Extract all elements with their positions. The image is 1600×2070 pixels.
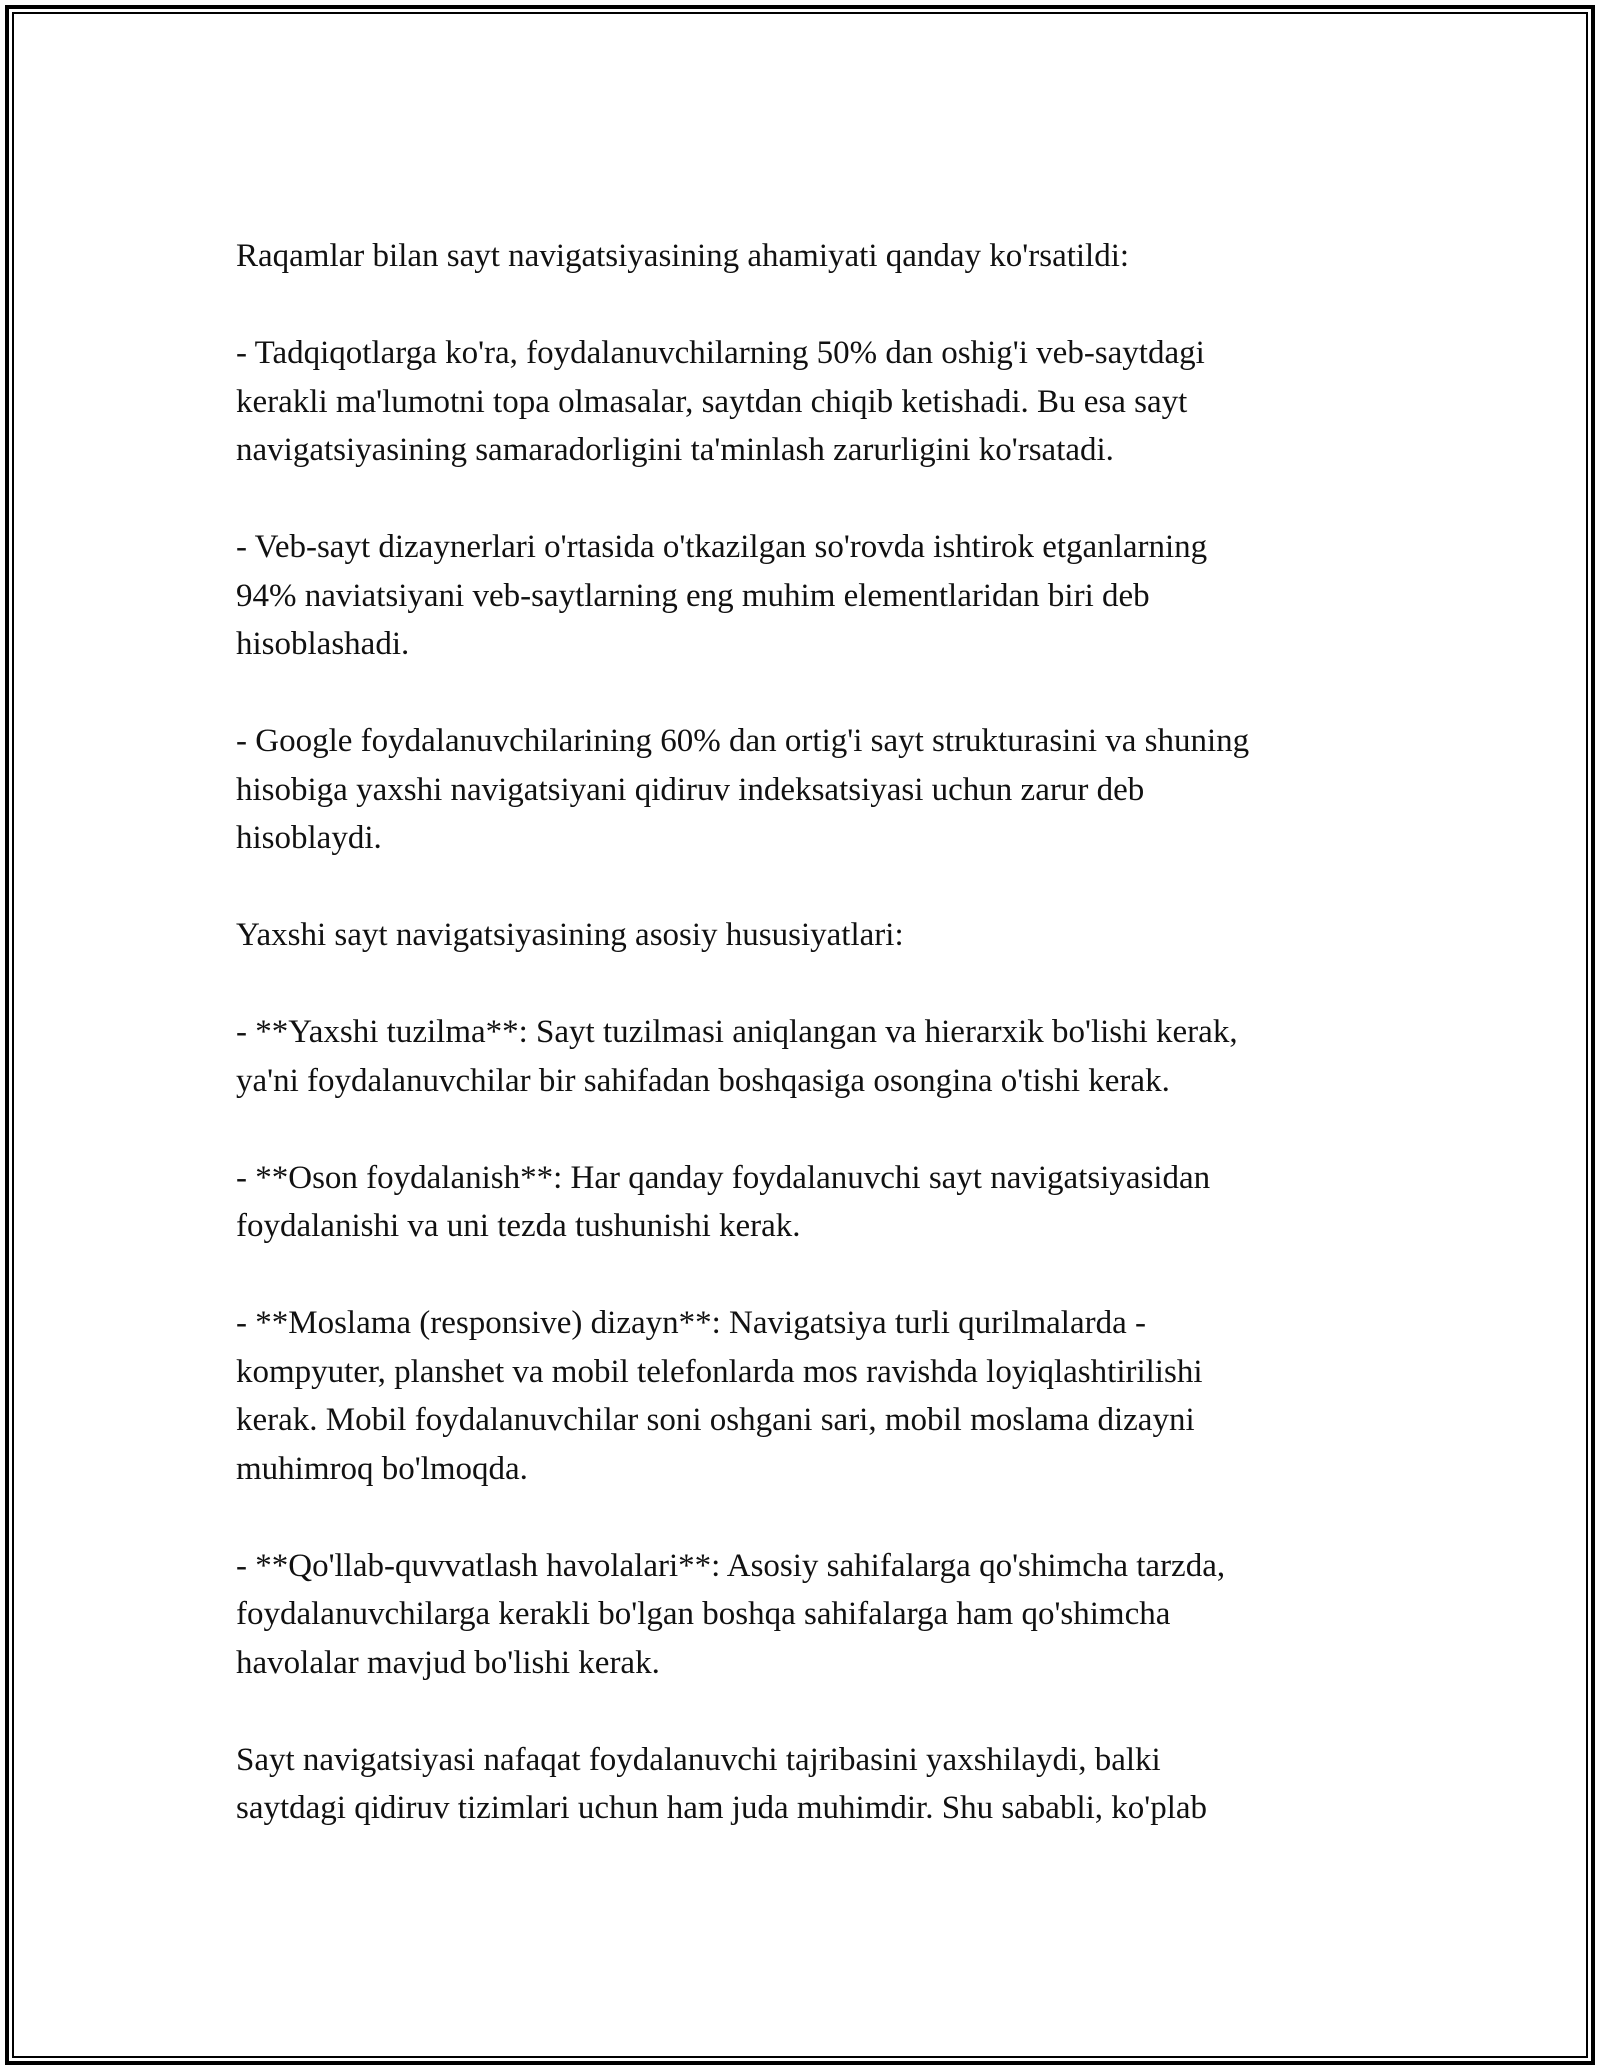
paragraph-features-heading [236, 911, 1396, 960]
text-line: - Tadqiqotlarga ko'ra, foydalanuvchilarning 50% dan oshig'i veb-saytdagi [236, 335, 1205, 371]
text-line: - **Moslama (responsive) dizayn**: Navigatsiya turli qurilmalarda - [236, 1305, 1146, 1341]
text-line: saytdagi qidiruv tizimlari uchun ham juda muhimdir. Shu sababli, ko'plab [236, 1790, 1208, 1826]
text-line: Sayt navigatsiyasi nafaqat foydalanuvchi tajribasini yaxshilaydi, balki [236, 1741, 1161, 1778]
text-line: - Veb-sayt dizaynerlari o'rtasida o'tkazilgan so'rovda ishtirok etganlarning [236, 529, 1208, 565]
text-line: kerakli ma'lumotni topa olmasalar, saytdan chiqib ketishadi. Bu esa sayt [236, 383, 1188, 420]
text-line: hisoblashadi. [236, 626, 410, 662]
text-line: Yaxshi sayt navigatsiyasining asosiy hususiyatlari: [236, 917, 904, 953]
paragraph-stat-50-percent [236, 329, 1396, 475]
paragraph-feature-structure [236, 1008, 1396, 1105]
text-line: 94% naviatsiyani veb-saytlarning eng muhim elementlaridan biri deb [236, 577, 1150, 614]
document-body [236, 232, 1396, 1881]
paragraph-conclusion [236, 1736, 1396, 1833]
text-line: havolalar mavjud bo'lishi kerak. [236, 1644, 660, 1681]
text-line: - **Oson foydalanish**: Har qanday foydalanuvchi sayt navigatsiyasidan [236, 1159, 1211, 1196]
paragraph-stat-60-percent [236, 717, 1396, 863]
text-line: hisoblaydi. [236, 820, 382, 856]
paragraph-feature-responsive [236, 1299, 1396, 1493]
paragraph-feature-support-links [236, 1542, 1396, 1688]
text-line: kompyuter, planshet va mobil telefonlarda mos ravishda loyiqlashtirilishi [236, 1353, 1203, 1390]
text-line: navigatsiyasining samaradorligini ta'minlash zarurligini ko'rsatadi. [236, 432, 1114, 468]
text-line: - **Qo'llab-quvvatlash havolalari**: Asosiy sahifalarga qo'shimcha tarzda, [236, 1547, 1226, 1584]
text-line: muhimroq bo'lmoqda. [236, 1450, 528, 1487]
paragraph-stat-94-percent [236, 523, 1396, 669]
text-line: ya'ni foydalanuvchilar bir sahifadan boshqasiga osongina o'tishi kerak. [236, 1062, 1170, 1099]
text-line: - Google foydalanuvchilarining 60% dan ortig'i sayt strukturasini va shuning [236, 723, 1250, 759]
text-line: foydalanuvchilarga kerakli bo'lgan boshqa sahifalarga ham qo'shimcha [236, 1596, 1171, 1632]
paragraph-intro [236, 232, 1396, 281]
text-line: kerak. Mobil foydalanuvchilar soni oshgani sari, mobil moslama dizayni [236, 1402, 1195, 1438]
paragraph-feature-ease-of-use [236, 1154, 1396, 1251]
text-line: - **Yaxshi tuzilma**: Sayt tuzilmasi aniqlangan va hierarxik bo'lishi kerak, [236, 1014, 1238, 1050]
text-line: Raqamlar bilan sayt navigatsiyasining ahamiyati qanday ko'rsatildi: [236, 238, 1130, 274]
text-line: hisobiga yaxshi navigatsiyani qidiruv indeksatsiyasi uchun zarur deb [236, 771, 1145, 808]
text-line: foydalanishi va uni tezda tushunishi kerak. [236, 1208, 801, 1244]
